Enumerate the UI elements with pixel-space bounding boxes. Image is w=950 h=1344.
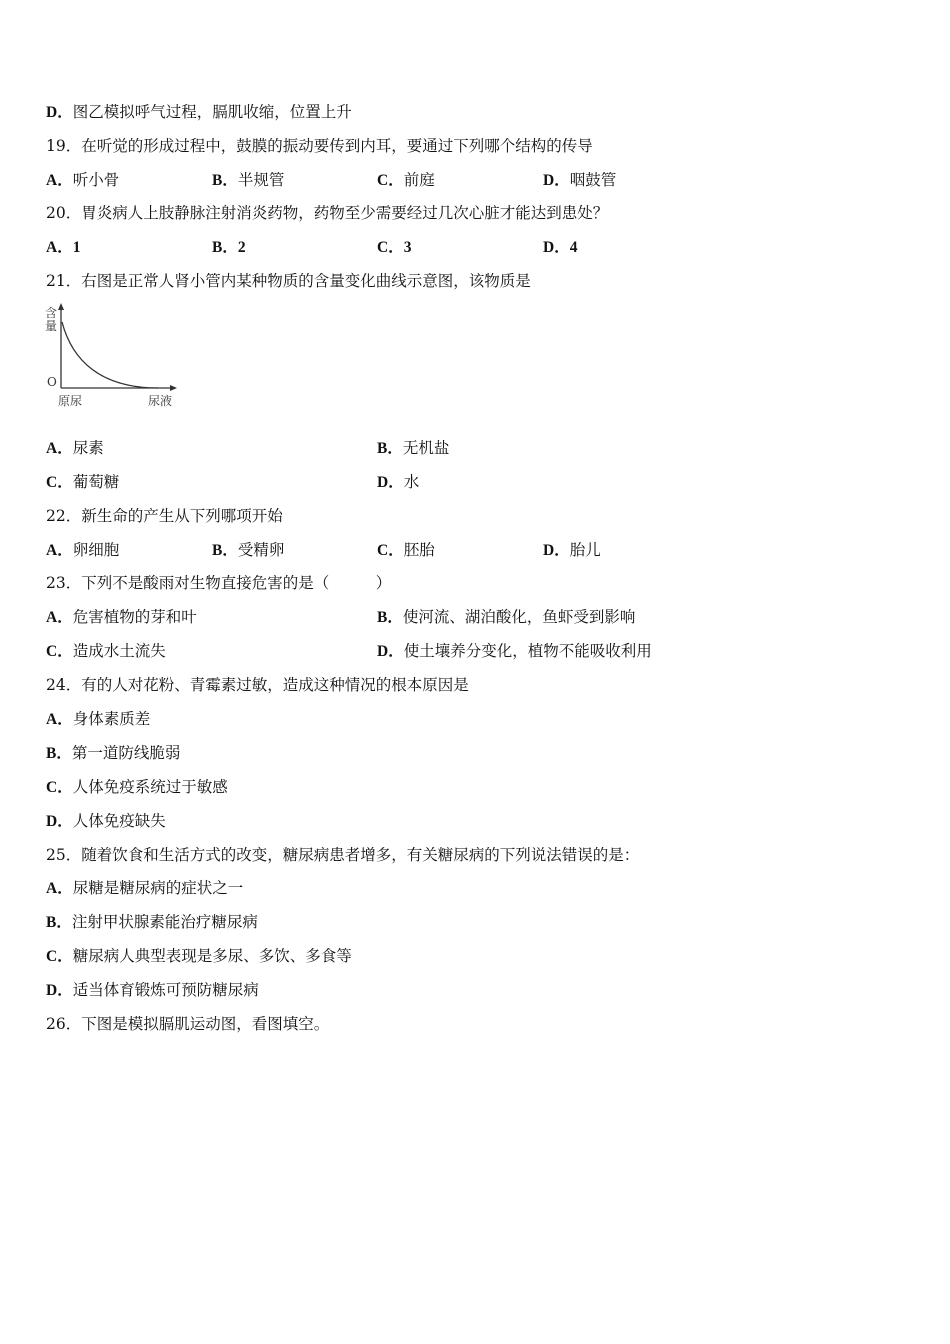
q22-option-c: C．胚胎 xyxy=(377,541,435,559)
q19-option-a: A．听小骨 xyxy=(46,171,120,189)
q25-option-d: D．适当体育锻炼可预防糖尿病 xyxy=(46,981,259,999)
x-axis-end-label: 尿液 xyxy=(148,394,173,408)
q25-option-a: A．尿糖是糖尿病的症状之一 xyxy=(46,879,244,897)
y-axis-arrow xyxy=(58,303,64,310)
x-axis-start-label: 原尿 xyxy=(58,394,83,408)
q23-option-c: C．造成水土流失 xyxy=(46,642,166,660)
q21-content-curve-figure xyxy=(40,300,185,412)
q25-option-b: B．注射甲状腺素能治疗糖尿病 xyxy=(46,913,258,931)
q24-stem: 24．有的人对花粉、青霉素过敏，造成这种情况的根本原因是 xyxy=(46,676,469,694)
q20-stem: 20．胃炎病人上肢静脉注射消炎药物，药物至少需要经过几次心脏才能达到患处？ xyxy=(46,204,609,222)
q21-option-a: A．尿素 xyxy=(46,439,104,457)
q19-stem: 19．在听觉的形成过程中，鼓膜的振动要传到内耳，要通过下列哪个结构的传导 xyxy=(46,137,593,155)
q21-option-c: C．葡萄糖 xyxy=(46,473,120,491)
q24-option-a: A．身体素质差 xyxy=(46,710,151,728)
q22-option-a: A．卵细胞 xyxy=(46,541,120,559)
q24-option-d: D．人体免疫缺失 xyxy=(46,812,166,830)
q21-stem: 21．右图是正常人肾小管内某种物质的含量变化曲线示意图，该物质是 xyxy=(46,272,531,290)
q24-option-b: B．第一道防线脆弱 xyxy=(46,744,181,762)
q18-option-d: D．图乙模拟呼气过程，膈肌收缩，位置上升 xyxy=(46,103,352,121)
q20-option-a: A．1 xyxy=(46,239,81,256)
q26-stem: 26．下图是模拟膈肌运动图，看图填空。 xyxy=(46,1015,330,1033)
q20-option-d: D．4 xyxy=(543,239,578,256)
q19-option-d: D．咽鼓管 xyxy=(543,171,617,189)
q25-option-c: C．糖尿病人典型表现是多尿、多饮、多食等 xyxy=(46,947,352,965)
q22-option-b: B．受精卵 xyxy=(212,541,285,559)
q24-option-c: C．人体免疫系统过于敏感 xyxy=(46,778,228,796)
q25-stem: 25．随着饮食和生活方式的改变，糖尿病患者增多，有关糖尿病的下列说法错误的是： xyxy=(46,846,640,864)
q19-option-b: B．半规管 xyxy=(212,171,285,189)
q23-stem: 23．下列不是酸雨对生物直接危害的是（ ） xyxy=(46,574,392,592)
q23-option-d: D．使土壤养分变化，植物不能吸收利用 xyxy=(377,642,652,660)
y-axis-label-1: 含 xyxy=(45,306,58,320)
q20-option-c: C．3 xyxy=(377,239,412,256)
q23-option-b: B．使河流、湖泊酸化，鱼虾受到影响 xyxy=(377,608,636,626)
q20-option-b: B．2 xyxy=(212,239,246,256)
y-axis-label-2: 量 xyxy=(45,319,58,333)
x-axis-arrow xyxy=(170,385,177,391)
q22-stem: 22．新生命的产生从下列哪项开始 xyxy=(46,507,283,525)
q23-option-a: A．危害植物的芽和叶 xyxy=(46,608,197,626)
origin-label: O xyxy=(47,375,57,389)
q19-option-c: C．前庭 xyxy=(377,171,435,189)
q21-option-d: D．水 xyxy=(377,473,420,491)
q21-option-b: B．无机盐 xyxy=(377,439,450,457)
content-curve xyxy=(62,322,158,388)
q22-option-d: D．胎儿 xyxy=(543,541,601,559)
curve-diagram xyxy=(40,300,185,412)
